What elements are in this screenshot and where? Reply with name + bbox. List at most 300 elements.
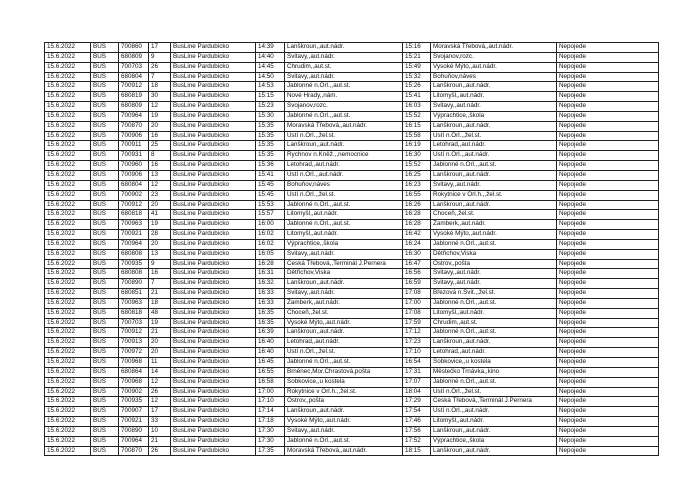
line-cell: 700913: [119, 338, 149, 348]
arrival-time-cell: 17:59: [403, 318, 431, 328]
line-cell: 680804: [119, 180, 149, 190]
status-cell: Nepojede: [557, 239, 659, 249]
connection-cell: 48: [149, 308, 171, 318]
table-row: [45, 338, 659, 348]
connection-cell: 33: [149, 417, 171, 427]
departure-time-cell: 16:33: [256, 298, 285, 308]
destination-stop-cell: Svitavy,,aut.nádr.: [431, 279, 557, 289]
table-row: [45, 358, 659, 368]
date-cell: 15.6.2022: [45, 210, 91, 220]
arrival-time-cell: 17:00: [403, 298, 431, 308]
date-cell: 15.6.2022: [45, 102, 91, 112]
destination-stop-cell: Jablonné n.Orl.,,aut.st.: [431, 328, 557, 338]
carrier-cell: BusLine Pardubicko: [171, 121, 256, 131]
arrival-time-cell: 17:23: [403, 338, 431, 348]
date-cell: 15.6.2022: [45, 308, 91, 318]
connection-cell: 11: [149, 358, 171, 368]
date-cell: 15.6.2022: [45, 72, 91, 82]
departure-time-cell: 16:35: [256, 318, 285, 328]
line-cell: 700912: [119, 200, 149, 210]
destination-stop-cell: Svitavy,,aut.nádr.: [431, 269, 557, 279]
connection-cell: 8: [149, 151, 171, 161]
line-cell: 700860: [119, 43, 149, 53]
status-cell: Nepojede: [557, 131, 659, 141]
origin-stop-cell: Letohrad,,aut.nádr.: [285, 161, 403, 171]
line-cell: 680818: [119, 308, 149, 318]
departure-time-cell: 17:30: [256, 436, 285, 446]
date-cell: 15.6.2022: [45, 249, 91, 259]
destination-stop-cell: Vysoké Mýto,,aut.nádr.: [431, 230, 557, 240]
status-cell: Nepojede: [557, 367, 659, 377]
status-cell: Nepojede: [557, 161, 659, 171]
origin-stop-cell: Lanškroun,,aut.nádr.: [285, 407, 403, 417]
mode-cell: BUS: [91, 417, 119, 427]
mode-cell: BUS: [91, 328, 119, 338]
mode-cell: BUS: [91, 308, 119, 318]
arrival-time-cell: 16:59: [403, 279, 431, 289]
carrier-cell: BusLine Pardubicko: [171, 436, 256, 446]
status-cell: Nepojede: [557, 387, 659, 397]
carrier-cell: BusLine Pardubicko: [171, 92, 256, 102]
origin-stop-cell: Nové Hrady,,nám.: [285, 92, 403, 102]
date-cell: 15.6.2022: [45, 377, 91, 387]
connection-cell: 12: [149, 397, 171, 407]
status-cell: Nepojede: [557, 318, 659, 328]
date-cell: 15.6.2022: [45, 62, 91, 72]
departure-time-cell: 17:00: [256, 387, 285, 397]
carrier-cell: BusLine Pardubicko: [171, 328, 256, 338]
mode-cell: BUS: [91, 387, 119, 397]
departure-time-cell: 16:58: [256, 377, 285, 387]
date-cell: 15.6.2022: [45, 426, 91, 436]
mode-cell: BUS: [91, 82, 119, 92]
line-cell: 700906: [119, 131, 149, 141]
carrier-cell: BusLine Pardubicko: [171, 141, 256, 151]
origin-stop-cell: Ostrov,,pošta: [285, 397, 403, 407]
origin-stop-cell: Ústí n.Orl.,,žel.st.: [285, 190, 403, 200]
date-cell: 15.6.2022: [45, 141, 91, 151]
departure-time-cell: 15:30: [256, 111, 285, 121]
connection-cell: 12: [149, 102, 171, 112]
table-row: [45, 121, 659, 131]
status-cell: Nepojede: [557, 269, 659, 279]
mode-cell: BUS: [91, 338, 119, 348]
origin-stop-cell: Ústí n.Orl.,,aut.nádr.: [285, 170, 403, 180]
status-cell: Nepojede: [557, 426, 659, 436]
line-cell: 700964: [119, 111, 149, 121]
origin-stop-cell: Svitavy,,aut.nádr.: [285, 52, 403, 62]
departure-time-cell: 17:10: [256, 397, 285, 407]
date-cell: 15.6.2022: [45, 387, 91, 397]
status-cell: Nepojede: [557, 220, 659, 230]
mode-cell: BUS: [91, 170, 119, 180]
destination-stop-cell: Jablonné n.Orl.,,aut.st.: [431, 377, 557, 387]
arrival-time-cell: 15:41: [403, 92, 431, 102]
table-row: [45, 161, 659, 171]
table-row: [45, 289, 659, 299]
connection-cell: 9: [149, 52, 171, 62]
departure-time-cell: 16:05: [256, 249, 285, 259]
connection-cell: 26: [149, 62, 171, 72]
table-row: [45, 308, 659, 318]
destination-stop-cell: Výprachtice,,škola: [431, 436, 557, 446]
carrier-cell: BusLine Pardubicko: [171, 338, 256, 348]
table-row: [45, 426, 659, 436]
arrival-time-cell: 16:24: [403, 239, 431, 249]
table-row: [45, 190, 659, 200]
mode-cell: BUS: [91, 141, 119, 151]
destination-stop-cell: Lanškroun,,aut.nádr.: [431, 200, 557, 210]
departure-time-cell: 16:45: [256, 358, 285, 368]
origin-stop-cell: Ústí n.Orl.,,žel.st.: [285, 348, 403, 358]
mode-cell: BUS: [91, 446, 119, 456]
destination-stop-cell: Lanškroun,,aut.nádr.: [431, 121, 557, 131]
carrier-cell: BusLine Pardubicko: [171, 200, 256, 210]
carrier-cell: BusLine Pardubicko: [171, 102, 256, 112]
table-row: [45, 151, 659, 161]
departure-time-cell: 17:14: [256, 407, 285, 417]
mode-cell: BUS: [91, 348, 119, 358]
status-cell: Nepojede: [557, 249, 659, 259]
line-cell: 700907: [119, 407, 149, 417]
origin-stop-cell: Jablonné n.Orl.,,aut.st.: [285, 436, 403, 446]
connection-cell: 23: [149, 190, 171, 200]
carrier-cell: BusLine Pardubicko: [171, 417, 256, 427]
line-cell: 700964: [119, 239, 149, 249]
date-cell: 15.6.2022: [45, 446, 91, 456]
arrival-time-cell: 16:25: [403, 170, 431, 180]
departure-time-cell: 16:02: [256, 239, 285, 249]
date-cell: 15.6.2022: [45, 318, 91, 328]
arrival-time-cell: 17:08: [403, 308, 431, 318]
mode-cell: BUS: [91, 298, 119, 308]
table-row: [45, 170, 659, 180]
arrival-time-cell: 15:52: [403, 111, 431, 121]
destination-stop-cell: Lanškroun,,aut.nádr.: [431, 82, 557, 92]
line-cell: 680818: [119, 210, 149, 220]
destination-stop-cell: Březová n.Svit.,,žel.st.: [431, 289, 557, 299]
connection-cell: 9: [149, 259, 171, 269]
line-cell: 700870: [119, 446, 149, 456]
date-cell: 15.6.2022: [45, 180, 91, 190]
carrier-cell: BusLine Pardubicko: [171, 407, 256, 417]
destination-stop-cell: Jablonné n.Orl.,,aut.st.: [431, 161, 557, 171]
date-cell: 15.6.2022: [45, 161, 91, 171]
arrival-time-cell: 17:52: [403, 436, 431, 446]
mode-cell: BUS: [91, 72, 119, 82]
arrival-time-cell: 15:26: [403, 82, 431, 92]
connection-cell: 20: [149, 200, 171, 210]
carrier-cell: BusLine Pardubicko: [171, 170, 256, 180]
origin-stop-cell: Letohrad,,aut.nádr.: [285, 338, 403, 348]
mode-cell: BUS: [91, 111, 119, 121]
date-cell: 15.6.2022: [45, 436, 91, 446]
carrier-cell: BusLine Pardubicko: [171, 72, 256, 82]
mode-cell: BUS: [91, 436, 119, 446]
table-row: [45, 259, 659, 269]
arrival-time-cell: 16:30: [403, 151, 431, 161]
mode-cell: BUS: [91, 239, 119, 249]
arrival-time-cell: 16:47: [403, 259, 431, 269]
connection-cell: 7: [149, 279, 171, 289]
origin-stop-cell: Jablonné n.Orl.,,aut.st.: [285, 82, 403, 92]
departure-time-cell: 16:33: [256, 289, 285, 299]
arrival-time-cell: 17:29: [403, 397, 431, 407]
origin-stop-cell: Svojanov,rozc.: [285, 102, 403, 112]
arrival-time-cell: 17:31: [403, 367, 431, 377]
table-row: [45, 52, 659, 62]
line-cell: 680808: [119, 269, 149, 279]
origin-stop-cell: Jablonné n.Orl.,,aut.st.: [285, 200, 403, 210]
origin-stop-cell: Žamberk,,aut.nádr.: [285, 298, 403, 308]
origin-stop-cell: Litomyšl,,aut.nádr.: [285, 210, 403, 220]
carrier-cell: BusLine Pardubicko: [171, 62, 256, 72]
status-cell: Nepojede: [557, 407, 659, 417]
carrier-cell: BusLine Pardubicko: [171, 298, 256, 308]
date-cell: 15.6.2022: [45, 367, 91, 377]
departure-time-cell: 16:40: [256, 348, 285, 358]
status-cell: Nepojede: [557, 436, 659, 446]
destination-stop-cell: Výprachtice,,škola: [431, 111, 557, 121]
departure-time-cell: 16:00: [256, 220, 285, 230]
line-cell: 700870: [119, 121, 149, 131]
connection-cell: 20: [149, 348, 171, 358]
status-cell: Nepojede: [557, 111, 659, 121]
destination-stop-cell: Litomyšl,,aut.nádr.: [431, 92, 557, 102]
connection-cell: 21: [149, 328, 171, 338]
status-cell: Nepojede: [557, 279, 659, 289]
table-row: [45, 407, 659, 417]
departure-time-cell: 16:31: [256, 269, 285, 279]
line-cell: 680809: [119, 102, 149, 112]
arrival-time-cell: 18:15: [403, 446, 431, 456]
table-row: [45, 180, 659, 190]
table-row: [45, 387, 659, 397]
date-cell: 15.6.2022: [45, 170, 91, 180]
line-cell: 700935: [119, 397, 149, 407]
arrival-time-cell: 17:56: [403, 426, 431, 436]
arrival-time-cell: 17:08: [403, 289, 431, 299]
origin-stop-cell: Lanškroun,,aut.nádr.: [285, 328, 403, 338]
status-cell: Nepojede: [557, 180, 659, 190]
table-row: [45, 200, 659, 210]
destination-stop-cell: Ústí n.Orl.,,aut.nádr.: [431, 407, 557, 417]
departure-time-cell: 15:15: [256, 92, 285, 102]
connection-cell: 12: [149, 377, 171, 387]
date-cell: 15.6.2022: [45, 239, 91, 249]
mode-cell: BUS: [91, 249, 119, 259]
table-row: [45, 72, 659, 82]
departure-time-cell: 14:39: [256, 43, 285, 53]
table-row: [45, 102, 659, 112]
mode-cell: BUS: [91, 230, 119, 240]
status-cell: Nepojede: [557, 210, 659, 220]
carrier-cell: BusLine Pardubicko: [171, 377, 256, 387]
connection-cell: 17: [149, 407, 171, 417]
departure-time-cell: 16:02: [256, 230, 285, 240]
departure-time-cell: 15:35: [256, 141, 285, 151]
mode-cell: BUS: [91, 200, 119, 210]
carrier-cell: BusLine Pardubicko: [171, 426, 256, 436]
status-cell: Nepojede: [557, 92, 659, 102]
connection-cell: 19: [149, 318, 171, 328]
date-cell: 15.6.2022: [45, 190, 91, 200]
line-cell: 680851: [119, 289, 149, 299]
departure-time-cell: 14:53: [256, 82, 285, 92]
origin-stop-cell: Svitavy,,aut.nádr.: [285, 249, 403, 259]
mode-cell: BUS: [91, 92, 119, 102]
line-cell: 680864: [119, 367, 149, 377]
date-cell: 15.6.2022: [45, 417, 91, 427]
arrival-time-cell: 18:04: [403, 387, 431, 397]
destination-stop-cell: Žamberk,,aut.nádr.: [431, 220, 557, 230]
carrier-cell: BusLine Pardubicko: [171, 318, 256, 328]
arrival-time-cell: 16:54: [403, 358, 431, 368]
departure-time-cell: 16:55: [256, 367, 285, 377]
connection-cell: 16: [149, 131, 171, 141]
arrival-time-cell: 16:42: [403, 230, 431, 240]
status-cell: Nepojede: [557, 289, 659, 299]
connection-cell: 20: [149, 338, 171, 348]
mode-cell: BUS: [91, 397, 119, 407]
destination-stop-cell: Lanškroun,,aut.nádr.: [431, 446, 557, 456]
status-cell: Nepojede: [557, 259, 659, 269]
connection-cell: 25: [149, 141, 171, 151]
date-cell: 15.6.2022: [45, 220, 91, 230]
destination-stop-cell: Moravská Třebová,,aut.nádr.: [431, 43, 557, 53]
arrival-time-cell: 15:52: [403, 161, 431, 171]
destination-stop-cell: Lanškroun,,aut.nádr.: [431, 426, 557, 436]
origin-stop-cell: Česká Třebová,,Terminál J.Pernera: [285, 259, 403, 269]
connection-cell: 20: [149, 121, 171, 131]
connection-cell: 12: [149, 180, 171, 190]
date-cell: 15.6.2022: [45, 151, 91, 161]
date-cell: 15.6.2022: [45, 131, 91, 141]
status-cell: Nepojede: [557, 417, 659, 427]
destination-stop-cell: Jablonné n.Orl.,,aut.st.: [431, 298, 557, 308]
line-cell: 700972: [119, 348, 149, 358]
carrier-cell: BusLine Pardubicko: [171, 230, 256, 240]
table-row: [45, 348, 659, 358]
origin-stop-cell: Lanškroun,,aut.nádr.: [285, 279, 403, 289]
mode-cell: BUS: [91, 407, 119, 417]
status-cell: Nepojede: [557, 62, 659, 72]
departure-time-cell: 16:35: [256, 308, 285, 318]
status-cell: Nepojede: [557, 72, 659, 82]
table-row: [45, 279, 659, 289]
origin-stop-cell: Dětřichov,Viska: [285, 269, 403, 279]
destination-stop-cell: Letohrad,,aut.nádr.: [431, 141, 557, 151]
departure-time-cell: 15:45: [256, 180, 285, 190]
table-row: [45, 210, 659, 220]
departure-time-cell: 15:41: [256, 170, 285, 180]
status-cell: Nepojede: [557, 298, 659, 308]
status-cell: Nepojede: [557, 348, 659, 358]
mode-cell: BUS: [91, 358, 119, 368]
arrival-time-cell: 15:16: [403, 43, 431, 53]
line-cell: 680804: [119, 72, 149, 82]
origin-stop-cell: Lanškroun,,aut.nádr.: [285, 141, 403, 151]
destination-stop-cell: Rokytnice v Orl.h.,,žel.st.: [431, 190, 557, 200]
origin-stop-cell: Vysoké Mýto,,aut.nádr.: [285, 417, 403, 427]
mode-cell: BUS: [91, 121, 119, 131]
status-cell: Nepojede: [557, 52, 659, 62]
carrier-cell: BusLine Pardubicko: [171, 82, 256, 92]
mode-cell: BUS: [91, 161, 119, 171]
line-cell: 700890: [119, 279, 149, 289]
carrier-cell: BusLine Pardubicko: [171, 358, 256, 368]
line-cell: 700912: [119, 328, 149, 338]
origin-stop-cell: Rychnov n.Kněž.,,nemocnice: [285, 151, 403, 161]
line-cell: 700906: [119, 170, 149, 180]
table-row: [45, 397, 659, 407]
origin-stop-cell: Jablonné n.Orl.,,aut.st.: [285, 358, 403, 368]
carrier-cell: BusLine Pardubicko: [171, 210, 256, 220]
arrival-time-cell: 16:55: [403, 190, 431, 200]
origin-stop-cell: Brněnec,Mor.Chrastová,pošta: [285, 367, 403, 377]
arrival-time-cell: 16:26: [403, 200, 431, 210]
mode-cell: BUS: [91, 43, 119, 53]
line-cell: 700703: [119, 318, 149, 328]
origin-stop-cell: Výprachtice,,škola: [285, 239, 403, 249]
departure-time-cell: 15:36: [256, 161, 285, 171]
connection-cell: 26: [149, 446, 171, 456]
mode-cell: BUS: [91, 220, 119, 230]
origin-stop-cell: Jablonné n.Orl.,,aut.st.: [285, 111, 403, 121]
departure-time-cell: 15:23: [256, 102, 285, 112]
destination-stop-cell: Vysoké Mýto,,aut.nádr.: [431, 62, 557, 72]
carrier-cell: BusLine Pardubicko: [171, 279, 256, 289]
date-cell: 15.6.2022: [45, 52, 91, 62]
table-row: [45, 62, 659, 72]
date-cell: 15.6.2022: [45, 289, 91, 299]
table-row: [45, 377, 659, 387]
arrival-time-cell: 16:28: [403, 210, 431, 220]
carrier-cell: BusLine Pardubicko: [171, 367, 256, 377]
line-cell: 700911: [119, 141, 149, 151]
origin-stop-cell: Rokytnice v Orl.h.,,žel.st.: [285, 387, 403, 397]
connection-cell: 14: [149, 367, 171, 377]
arrival-time-cell: 15:21: [403, 52, 431, 62]
carrier-cell: BusLine Pardubicko: [171, 43, 256, 53]
carrier-cell: BusLine Pardubicko: [171, 111, 256, 121]
departure-time-cell: 15:35: [256, 131, 285, 141]
arrival-time-cell: 16:23: [403, 180, 431, 190]
connection-cell: 18: [149, 82, 171, 92]
table-row: [45, 239, 659, 249]
arrival-time-cell: 16:56: [403, 269, 431, 279]
origin-stop-cell: Moravská Třebová,,aut.nádr.: [285, 121, 403, 131]
destination-stop-cell: Městečko Trnávka,,kino: [431, 367, 557, 377]
date-cell: 15.6.2022: [45, 230, 91, 240]
origin-stop-cell: Svitavy,,aut.nádr.: [285, 289, 403, 299]
carrier-cell: BusLine Pardubicko: [171, 308, 256, 318]
table-row: [45, 82, 659, 92]
line-cell: 700921: [119, 230, 149, 240]
departure-time-cell: 17:35: [256, 446, 285, 456]
table-body: [45, 43, 659, 456]
origin-stop-cell: Ústí n.Orl.,,žel.st.: [285, 131, 403, 141]
arrival-time-cell: 16:03: [403, 102, 431, 112]
destination-stop-cell: Bohuňov,náves: [431, 72, 557, 82]
date-cell: 15.6.2022: [45, 348, 91, 358]
origin-stop-cell: Lanškroun,,aut.nádr.: [285, 43, 403, 53]
connection-cell: 17: [149, 43, 171, 53]
origin-stop-cell: Sobkovice,,u kostela: [285, 377, 403, 387]
mode-cell: BUS: [91, 62, 119, 72]
departure-time-cell: 16:40: [256, 338, 285, 348]
departure-time-cell: 16:28: [256, 259, 285, 269]
